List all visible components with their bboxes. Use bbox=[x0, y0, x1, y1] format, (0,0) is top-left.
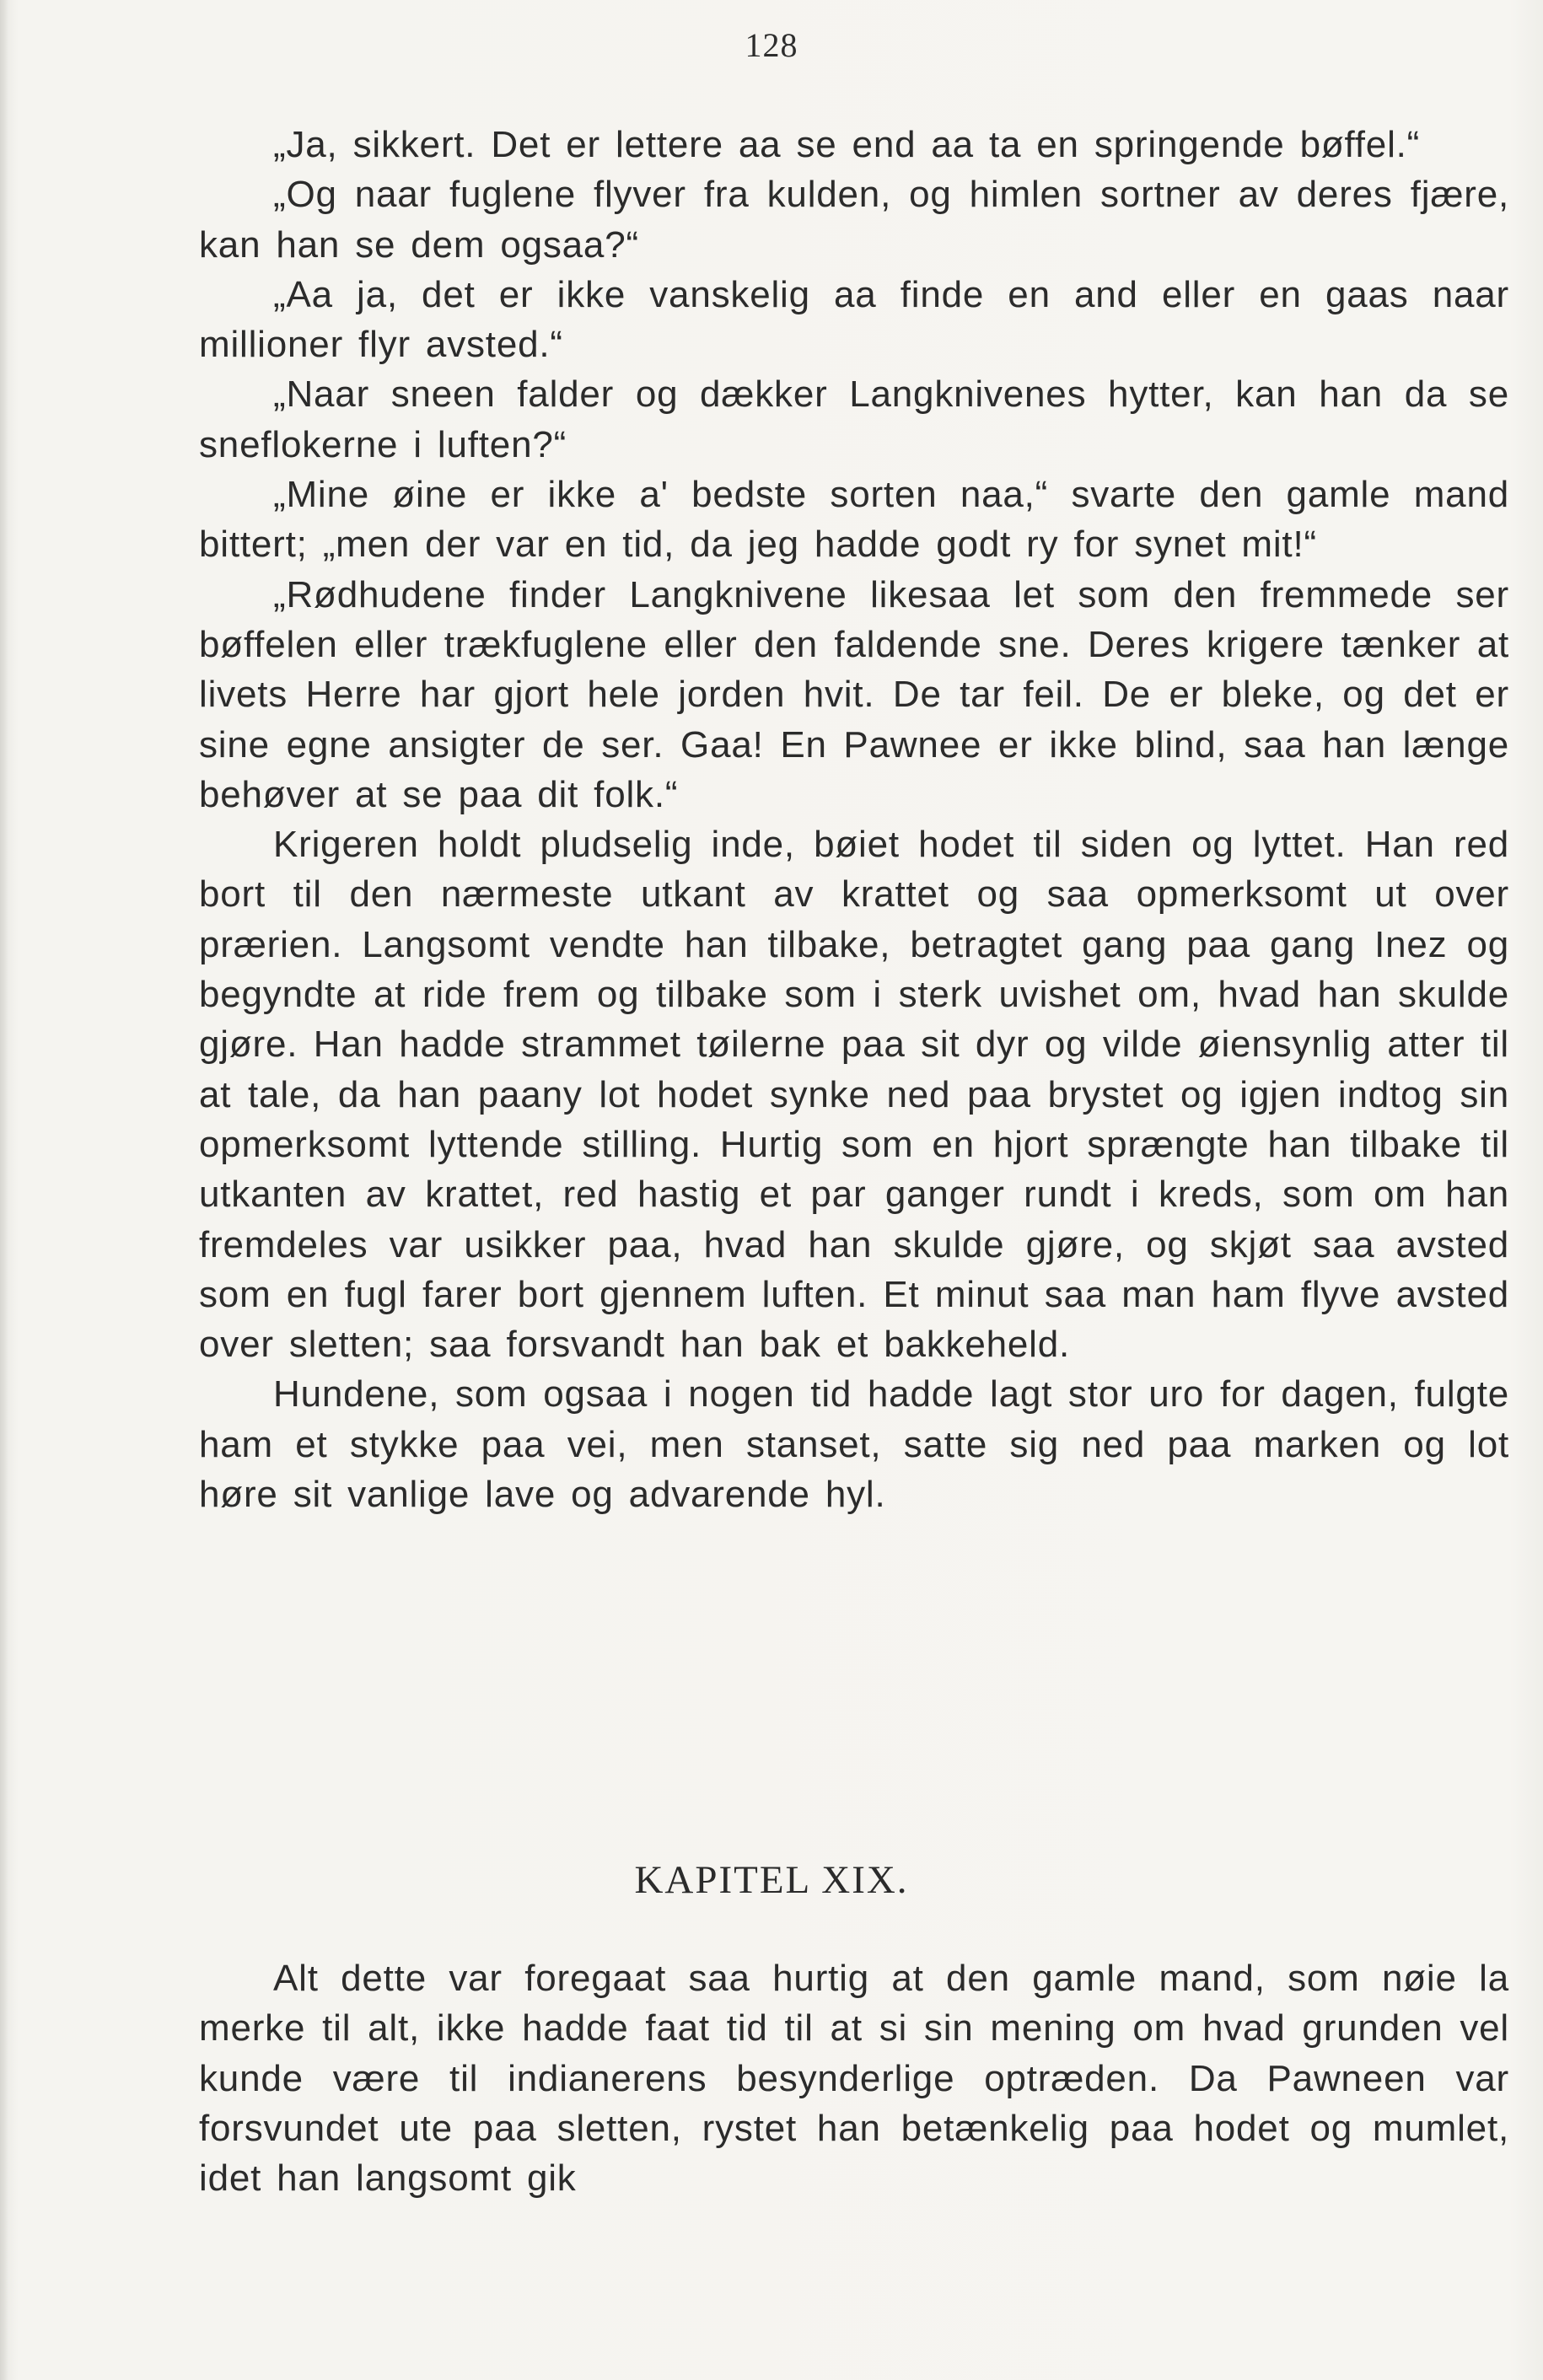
page-gutter-shadow bbox=[0, 0, 8, 2380]
paragraph: Hundene, som ogsaa i nogen tid hadde lagt stor uro for dagen, fulgte ham et stykke paa vei, men stanset, satte sig ned paa marken og lot høre sit vanlige lave og advarende hyl. bbox=[199, 1373, 1509, 1516]
chapter-heading: KAPITEL XIX. bbox=[634, 1858, 909, 1902]
paragraph: „Naar sneen falder og dækker Langknivenes hytter, kan han da se sneflokerne i luften?“ bbox=[199, 373, 1509, 465]
chapter-text bbox=[199, 1953, 1509, 2203]
paragraph: „Rødhudene finder Langknivene likesaa let som den fremmede ser bøffelen eller trækfuglene eller den faldende sne. Deres krigere tænker at livets Herre har gjort hele jorden hvit. De tar feil. De er bleke, og det er sine egne ansigter de ser. Gaa! En Pawnee er ikke blind, saa han længe behøver at se paa dit folk.“ bbox=[199, 573, 1509, 815]
paragraph: Alt dette var foregaat saa hurtig at den gamle mand, som nøie la merke til alt, ikke hadde faat tid til at si sin mening om hvad grunden vel kunde være til indianerens besynderlige optræden. Da Pawneen var forsvundet ute paa sletten, rystet han betænkelig paa hodet og mumlet, idet han langsomt gik bbox=[199, 1958, 1509, 2200]
page-number: 128 bbox=[745, 26, 798, 64]
paragraph: „Ja, sikkert. Det er lettere aa se end aa ta en springende bøffel.“ bbox=[273, 124, 1421, 165]
paragraph: „Mine øine er ikke a' bedste sorten naa,“ svarte den gamle mand bittert; „men der var en tid, da jeg hadde godt ry for synet mit!“ bbox=[199, 474, 1509, 566]
paragraph: „Og naar fuglene flyver fra kulden, og himlen sortner av deres fjære, kan han se dem ogsaa?“ bbox=[199, 174, 1509, 266]
main-text bbox=[199, 120, 1509, 1519]
paragraph: „Aa ja, det er ikke vanskelig aa finde en and eller en gaas naar millioner flyr avsted.“ bbox=[199, 273, 1509, 366]
paragraph: Krigeren holdt pludselig inde, bøiet hodet til siden og lyttet. Han red bort til den nærmeste utkant av krattet og saa opmerksomt ut over prærien. Langsomt vendte han tilbake, betragtet gang paa gang Inez og begyndte at ride frem og tilbake som i sterk uvishet om, hvad han skulde gjøre. Han hadde strammet tøilerne paa sit dyr og vilde øiensynlig atter til at tale, da han paany lot hodet synke ned paa brystet og igjen indtog sin opmerksomt lyttende stilling. Hurtig som en hjort sprængte han tilbake til utkanten av krattet, red hastig et par ganger rundt i kreds, som om han fremdeles var usikker paa, hvad han skulde gjøre, og skjøt saa avsted som en fugl farer bort gjennem luften. Et minut saa man ham flyve avsted over sletten; saa forsvandt han bak et bakkeheld. bbox=[199, 824, 1509, 1366]
